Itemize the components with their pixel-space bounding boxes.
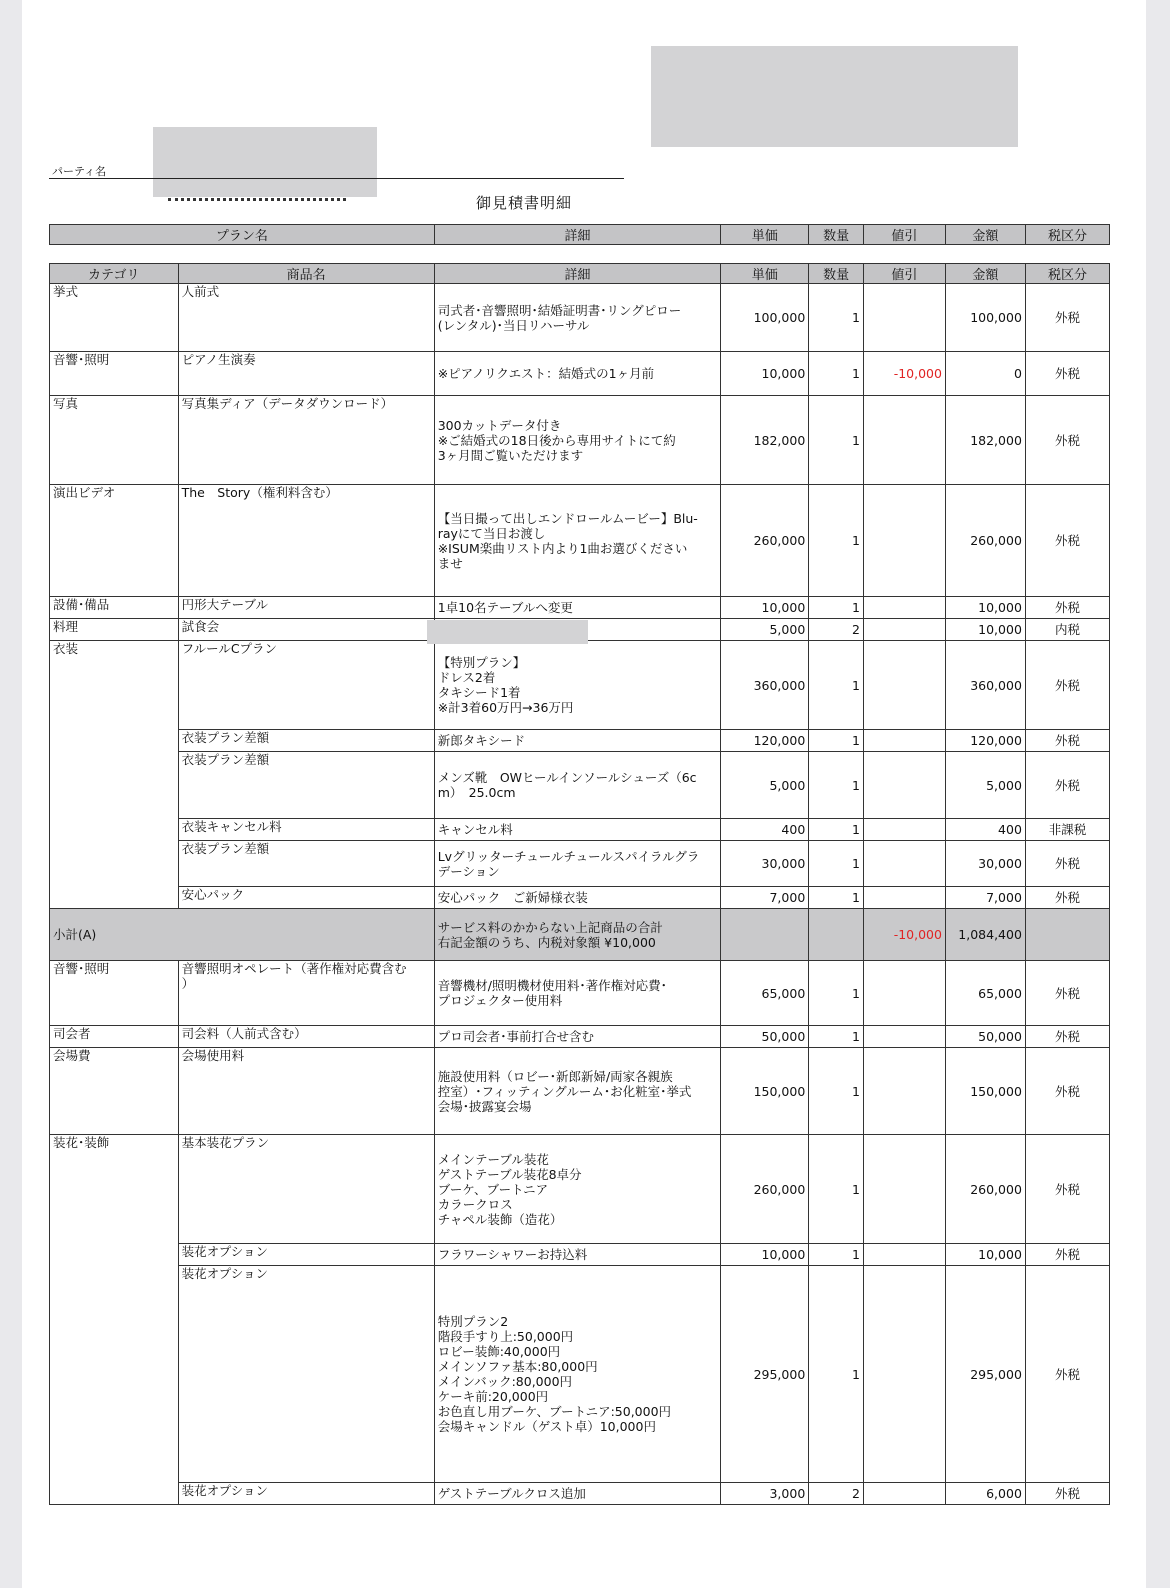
amount-cell: 10,000 [945, 597, 1025, 619]
amount-cell: 0 [945, 352, 1025, 396]
detail-cell: ゲストテーブルクロス追加 [434, 1483, 721, 1505]
detail-cell: メンズ靴 OWヒールインソールシューズ（6c m） 25.0cm [434, 752, 721, 819]
table-row [50, 352, 1110, 396]
table-row [50, 841, 1110, 887]
table-row [50, 1135, 1110, 1244]
detail-cell: 【当日撮って出しエンドロールムービー】Blu- rayにて当日お渡し ※ISUM楽曲リスト内より1曲お選びください ませ [434, 485, 721, 597]
table-row [50, 396, 1110, 485]
unit-price-cell: 120,000 [721, 730, 809, 752]
discount-cell [863, 1483, 945, 1505]
col-detail: 詳細 [434, 264, 721, 284]
detail-cell: 300カットデータ付き ※ご結婚式の18日後から専用サイトにて約 3ヶ月間ご覧いただけます [434, 396, 721, 485]
quantity-cell: 1 [809, 819, 864, 841]
tax-type-cell: 外税 [1025, 961, 1109, 1026]
unit-price-cell [721, 909, 809, 961]
col-detail: 詳細 [434, 225, 721, 245]
col-quantity: 数量 [809, 225, 864, 245]
redacted-tasting-detail [427, 620, 588, 644]
discount-cell [863, 887, 945, 909]
table-row [50, 819, 1110, 841]
discount-cell [863, 485, 945, 597]
category-cell: 料理 [50, 619, 179, 641]
table-row [50, 1026, 1110, 1048]
amount-cell: 150,000 [945, 1048, 1025, 1135]
detail-cell: メインテーブル装花 ゲストテーブル装花8卓分 ブーケ、ブートニア カラークロス チャペル装飾（造花） [434, 1135, 721, 1244]
detail-cell: 【特別プラン】 ドレス2着 タキシード1着 ※計3着60万円→36万円 [434, 641, 721, 730]
tax-type-cell: 外税 [1025, 841, 1109, 887]
quantity-cell: 1 [809, 1135, 864, 1244]
product-name-cell: 会場使用料 [178, 1048, 434, 1135]
detail-cell: 司式者･音響照明･結婚証明書･リングピロー (レンタル)･当日リハーサル [434, 284, 721, 352]
subtotal-label: 小計(A) [50, 909, 435, 961]
tax-type-cell: 外税 [1025, 284, 1109, 352]
tax-type-cell: 外税 [1025, 485, 1109, 597]
quantity-cell: 1 [809, 752, 864, 819]
amount-cell: 400 [945, 819, 1025, 841]
quantity-cell: 2 [809, 1483, 864, 1505]
tax-type-cell: 外税 [1025, 1244, 1109, 1266]
discount-cell [863, 819, 945, 841]
col-discount: 値引 [863, 225, 945, 245]
tax-type-cell: 外税 [1025, 1048, 1109, 1135]
unit-price-cell: 10,000 [721, 1244, 809, 1266]
col-unit-price: 単価 [721, 225, 809, 245]
table-row [50, 1244, 1110, 1266]
discount-cell [863, 284, 945, 352]
table-row [50, 752, 1110, 819]
product-name-cell: 装花オプション [178, 1266, 434, 1483]
table-row [50, 730, 1110, 752]
detail-cell: 音響機材/照明機材使用料･著作権対応費･ プロジェクター使用料 [434, 961, 721, 1026]
tax-type-cell: 外税 [1025, 597, 1109, 619]
unit-price-cell: 10,000 [721, 597, 809, 619]
category-cell: 音響･照明 [50, 961, 179, 1026]
discount-cell [863, 752, 945, 819]
amount-cell: 182,000 [945, 396, 1025, 485]
quantity-cell: 1 [809, 597, 864, 619]
item-header-row [50, 264, 1110, 284]
table-row [50, 1483, 1110, 1505]
col-tax-type: 税区分 [1025, 264, 1109, 284]
tax-type-cell: 外税 [1025, 887, 1109, 909]
detail-cell: 安心パック ご新婦様衣装 [434, 887, 721, 909]
detail-cell: フラワーシャワーお持込料 [434, 1244, 721, 1266]
party-name-label: パーティ名 [52, 165, 107, 178]
tax-type-cell: 外税 [1025, 730, 1109, 752]
quantity-cell: 1 [809, 961, 864, 1026]
amount-cell: 5,000 [945, 752, 1025, 819]
tax-type-cell: 外税 [1025, 396, 1109, 485]
discount-cell [863, 396, 945, 485]
detail-cell: ※ピアノリクエスト：結婚式の1ヶ月前 [434, 352, 721, 396]
product-name-cell: 音響照明オペレート（著作権対応費含む ） [178, 961, 434, 1026]
amount-cell: 1,084,400 [945, 909, 1025, 961]
product-name-cell: 写真集ディア（データダウンロード） [178, 396, 434, 485]
table-row [50, 597, 1110, 619]
discount-cell [863, 641, 945, 730]
col-quantity: 数量 [809, 264, 864, 284]
detail-cell: Lvグリッターチュールチュールスパイラルグラ デーション [434, 841, 721, 887]
unit-price-cell: 5,000 [721, 619, 809, 641]
col-category: カテゴリ [50, 264, 179, 284]
tax-type-cell: 外税 [1025, 352, 1109, 396]
unit-price-cell: 182,000 [721, 396, 809, 485]
tax-type-cell: 外税 [1025, 752, 1109, 819]
category-cell: 装花･装飾 [50, 1135, 179, 1505]
col-unit-price: 単価 [721, 264, 809, 284]
document-title: 御見積書明細 [476, 194, 573, 212]
discount-cell [863, 619, 945, 641]
plan-header-row [50, 225, 1110, 245]
table-row [50, 1266, 1110, 1483]
quantity-cell: 1 [809, 641, 864, 730]
tax-type-cell: 外税 [1025, 1266, 1109, 1483]
unit-price-cell: 65,000 [721, 961, 809, 1026]
table-row [50, 284, 1110, 352]
tax-type-cell: 外税 [1025, 1135, 1109, 1244]
tax-type-cell: 外税 [1025, 1026, 1109, 1048]
amount-cell: 65,000 [945, 961, 1025, 1026]
plan-header-table [49, 224, 1110, 245]
discount-cell [863, 1048, 945, 1135]
redacted-block-top-right [651, 46, 1018, 147]
quantity-cell: 1 [809, 485, 864, 597]
amount-cell: 6,000 [945, 1483, 1025, 1505]
table-row [50, 485, 1110, 597]
unit-price-cell: 7,000 [721, 887, 809, 909]
discount-cell: -10,000 [863, 909, 945, 961]
amount-cell: 10,000 [945, 1244, 1025, 1266]
tax-type-cell: 外税 [1025, 1483, 1109, 1505]
quantity-cell: 1 [809, 887, 864, 909]
amount-cell: 120,000 [945, 730, 1025, 752]
amount-cell: 360,000 [945, 641, 1025, 730]
product-name-cell: 人前式 [178, 284, 434, 352]
product-name-cell: 装花オプション [178, 1483, 434, 1505]
product-name-cell: 試食会 [178, 619, 434, 641]
unit-price-cell: 100,000 [721, 284, 809, 352]
col-tax-type: 税区分 [1025, 225, 1109, 245]
unit-price-cell: 30,000 [721, 841, 809, 887]
category-cell: 挙式 [50, 284, 179, 352]
amount-cell: 30,000 [945, 841, 1025, 887]
detail-cell: サービス料のかからない上記商品の合計 右記金額のうち、内税対象額 ¥10,000 [434, 909, 721, 961]
detail-cell: 特別プラン2 階段手すり上:50,000円 ロビー装飾:40,000円 メインソファ基本:80,000円 メインバック:80,000円 ケーキ前:20,000円 お色直し用ブーケ、ブートニア:50,000円 会場キャンドル（ゲスト卓）10,000円 [434, 1266, 721, 1483]
category-cell: 演出ビデオ [50, 485, 179, 597]
discount-cell [863, 730, 945, 752]
category-cell: 音響･照明 [50, 352, 179, 396]
quantity-cell: 1 [809, 1266, 864, 1483]
amount-cell: 100,000 [945, 284, 1025, 352]
unit-price-cell: 260,000 [721, 1135, 809, 1244]
discount-cell [863, 841, 945, 887]
category-cell: 会場費 [50, 1048, 179, 1135]
table-row [50, 961, 1110, 1026]
col-product-name: 商品名 [178, 264, 434, 284]
product-name-cell: 司会料（人前式含む） [178, 1026, 434, 1048]
discount-cell [863, 1244, 945, 1266]
product-name-cell: 衣装プラン差額 [178, 730, 434, 752]
unit-price-cell: 5,000 [721, 752, 809, 819]
unit-price-cell: 360,000 [721, 641, 809, 730]
discount-cell [863, 961, 945, 1026]
quantity-cell [809, 909, 864, 961]
unit-price-cell: 50,000 [721, 1026, 809, 1048]
party-name-underline [49, 178, 624, 179]
category-cell: 司会者 [50, 1026, 179, 1048]
product-name-cell: 衣装キャンセル料 [178, 819, 434, 841]
amount-cell: 10,000 [945, 619, 1025, 641]
detail-cell: 1卓10名テーブルへ変更 [434, 597, 721, 619]
product-name-cell: 円形大テーブル [178, 597, 434, 619]
product-name-cell: ピアノ生演奏 [178, 352, 434, 396]
redacted-scribble [168, 198, 346, 206]
table-row [50, 1048, 1110, 1135]
quantity-cell: 1 [809, 730, 864, 752]
estimate-items-table [49, 263, 1110, 1505]
table-row [50, 887, 1110, 909]
category-cell: 設備･備品 [50, 597, 179, 619]
table-row [50, 641, 1110, 730]
amount-cell: 7,000 [945, 887, 1025, 909]
unit-price-cell: 400 [721, 819, 809, 841]
product-name-cell: 装花オプション [178, 1244, 434, 1266]
detail-cell: キャンセル料 [434, 819, 721, 841]
product-name-cell: フルールCプラン [178, 641, 434, 730]
discount-cell [863, 597, 945, 619]
tax-type-cell [1025, 909, 1109, 961]
amount-cell: 260,000 [945, 485, 1025, 597]
unit-price-cell: 295,000 [721, 1266, 809, 1483]
unit-price-cell: 150,000 [721, 1048, 809, 1135]
quantity-cell: 1 [809, 284, 864, 352]
amount-cell: 50,000 [945, 1026, 1025, 1048]
tax-type-cell: 内税 [1025, 619, 1109, 641]
unit-price-cell: 3,000 [721, 1483, 809, 1505]
tax-type-cell: 外税 [1025, 641, 1109, 730]
discount-cell [863, 1026, 945, 1048]
amount-cell: 295,000 [945, 1266, 1025, 1483]
quantity-cell: 1 [809, 1244, 864, 1266]
product-name-cell: 基本装花プラン [178, 1135, 434, 1244]
category-cell: 写真 [50, 396, 179, 485]
discount-cell [863, 1135, 945, 1244]
tax-type-cell: 非課税 [1025, 819, 1109, 841]
product-name-cell: 衣装プラン差額 [178, 841, 434, 887]
unit-price-cell: 260,000 [721, 485, 809, 597]
quantity-cell: 1 [809, 841, 864, 887]
discount-cell: -10,000 [863, 352, 945, 396]
quantity-cell: 2 [809, 619, 864, 641]
col-amount: 金額 [945, 264, 1025, 284]
subtotal-row [50, 909, 1110, 961]
detail-cell: プロ司会者･事前打合せ含む [434, 1026, 721, 1048]
product-name-cell: 安心パック [178, 887, 434, 909]
col-discount: 値引 [863, 264, 945, 284]
detail-cell: 新郎タキシード [434, 730, 721, 752]
category-cell: 衣装 [50, 641, 179, 909]
amount-cell: 260,000 [945, 1135, 1025, 1244]
col-plan-name: プラン名 [50, 225, 435, 245]
redacted-party-name [153, 127, 377, 197]
discount-cell [863, 1266, 945, 1483]
detail-cell: 施設使用料（ロビー･新郎新婦/両家各親族 控室）･フィッティングルーム･お化粧室･挙式 会場･披露宴会場 [434, 1048, 721, 1135]
quantity-cell: 1 [809, 352, 864, 396]
product-name-cell: 衣装プラン差額 [178, 752, 434, 819]
unit-price-cell: 10,000 [721, 352, 809, 396]
quantity-cell: 1 [809, 396, 864, 485]
col-amount: 金額 [945, 225, 1025, 245]
quantity-cell: 1 [809, 1048, 864, 1135]
product-name-cell: The Story（権利料含む） [178, 485, 434, 597]
quantity-cell: 1 [809, 1026, 864, 1048]
